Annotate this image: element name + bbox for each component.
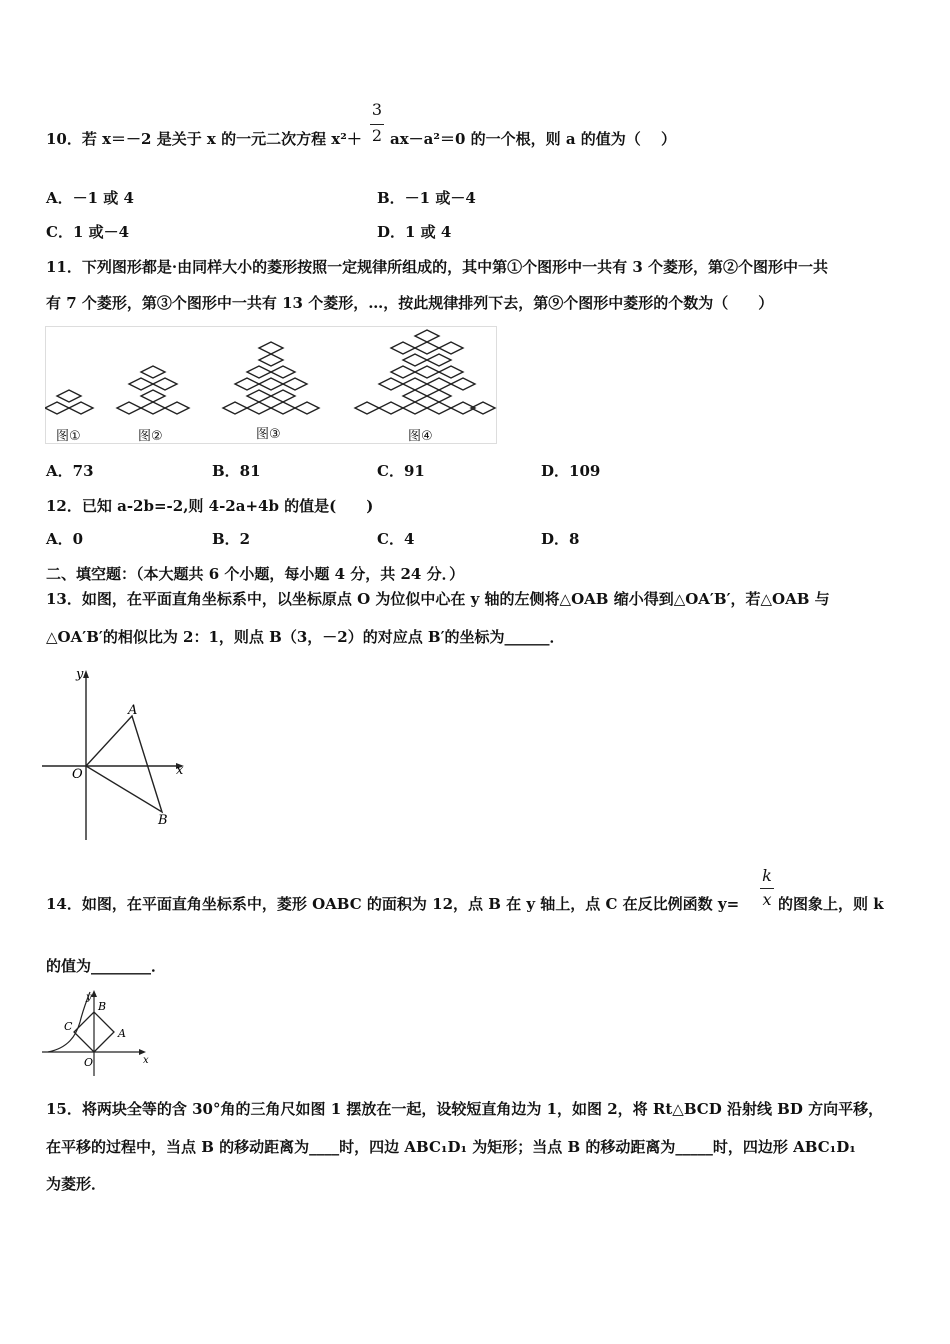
q14-point-a-label: A xyxy=(118,1027,126,1040)
q12-option-a: A．0 xyxy=(46,530,84,548)
q13-x-label: x xyxy=(176,763,184,778)
q10-option-d: D．1 或 4 xyxy=(377,223,452,241)
q14-fraction-bar xyxy=(760,888,774,889)
figure-label-3: 图③ xyxy=(256,427,281,442)
q13-point-a-label: A xyxy=(128,703,138,718)
figure-label-1: 图① xyxy=(56,429,81,444)
q10-option-a: A．－1 或 4 xyxy=(46,189,134,207)
q11-stem-line1: 11．下列图形都是·由同样大小的菱形按照一定规律所组成的，其中第①个图形中一共有 3 个菱形，第②个图形中一共 xyxy=(46,258,828,276)
q10-fraction-denominator: 2 xyxy=(371,126,383,145)
q12-option-d: D．8 xyxy=(541,530,580,548)
q13-y-label: y xyxy=(76,667,84,682)
q10-fraction-numerator: 3 xyxy=(371,100,383,119)
q14-origin-label: O xyxy=(84,1056,94,1069)
q11-option-c: C．91 xyxy=(377,462,425,480)
q12-option-b: B．2 xyxy=(212,530,251,548)
q14-stem-tail: 的图象上，则 k xyxy=(778,895,884,913)
q11-option-b: B．81 xyxy=(212,462,261,480)
q11-option-d: D．109 xyxy=(541,462,601,480)
q14-stem: 14．如图，在平面直角坐标系中，菱形 OABC 的面积为 12，点 B 在 y 轴上，点 C 在反比例函数 y= xyxy=(46,895,740,913)
figure-2-rhombi xyxy=(117,366,189,414)
figure-label-2: 图② xyxy=(138,429,163,444)
q15-stem-line1: 15．将两块全等的含 30°角的三角尺如图 1 摆放在一起，设较短直角边为 1，如图 2，将 Rt△BCD 沿射线 BD 方向平移， xyxy=(46,1100,884,1118)
q12-option-c: C．4 xyxy=(377,530,415,548)
q11-stem-line2: 有 7 个菱形，第③个图形中一共有 13 个菱形，…，按此规律排列下去，第⑨个图形中菱形的个数为（ ） xyxy=(46,294,774,312)
q10-option-b: B．－1 或－4 xyxy=(377,189,476,207)
q14-rhombus-figure xyxy=(42,988,154,1076)
q15-stem-line3: 为菱形． xyxy=(46,1175,107,1193)
q10-stem-a: 10．若 x＝－2 是关于 x 的一元二次方程 x²＋ xyxy=(46,130,362,148)
q13-coordinate-figure xyxy=(42,660,202,840)
q15-stem-line2: 在平移的过程中，当点 B 的移动距离为____时，四边 ABC₁D₁ 为矩形；当点 B 的移动距离为_____时，四边形 ABC₁D₁ xyxy=(46,1138,856,1156)
q14-rhombus-svg xyxy=(42,988,154,1076)
q13-point-b-label: B xyxy=(158,813,168,828)
q14-x-label: x xyxy=(143,1055,149,1066)
q12-stem: 12．已知 a-2b=-2,则 4-2a+4b 的值是( ) xyxy=(46,497,374,515)
q13-stem-line1: 13．如图，在平面直角坐标系中，以坐标原点 O 为位似中心在 y 轴的左侧将△OAB 缩小得到△OA′B′，若△OAB 与 xyxy=(46,590,830,608)
figure-1-rhombi xyxy=(45,390,93,414)
q11-option-a: A．73 xyxy=(46,462,94,480)
q14-point-b-label: B xyxy=(98,1000,107,1013)
q10-option-c: C．1 或－4 xyxy=(46,223,130,241)
q10-fraction-bar xyxy=(370,124,384,125)
figure-3-rhombi xyxy=(223,342,319,414)
figure-label-4: 图④ xyxy=(408,429,433,444)
q13-stem-line2: △OA′B′的相似比为 2：1，则点 B（3，－2）的对应点 B′的坐标为______． xyxy=(46,628,565,646)
q14-point-c-label: C xyxy=(64,1020,73,1033)
section-heading-fill-in: 二、填空题：（本大题共 6 个小题，每小题 4 分，共 24 分．） xyxy=(46,565,465,583)
q14-fraction-numerator: k xyxy=(762,866,772,885)
figure-4-rhombi xyxy=(355,330,495,414)
q13-origin-label: O xyxy=(72,767,83,782)
q13-triangle-svg xyxy=(42,660,202,840)
q14-stem-line2: 的值为________． xyxy=(46,957,167,975)
q14-y-label: y xyxy=(86,992,92,1003)
q10-stem-b: ax－a²＝0 的一个根，则 a 的值为（ ） xyxy=(390,130,676,148)
q14-fraction-denominator: x xyxy=(762,890,772,909)
